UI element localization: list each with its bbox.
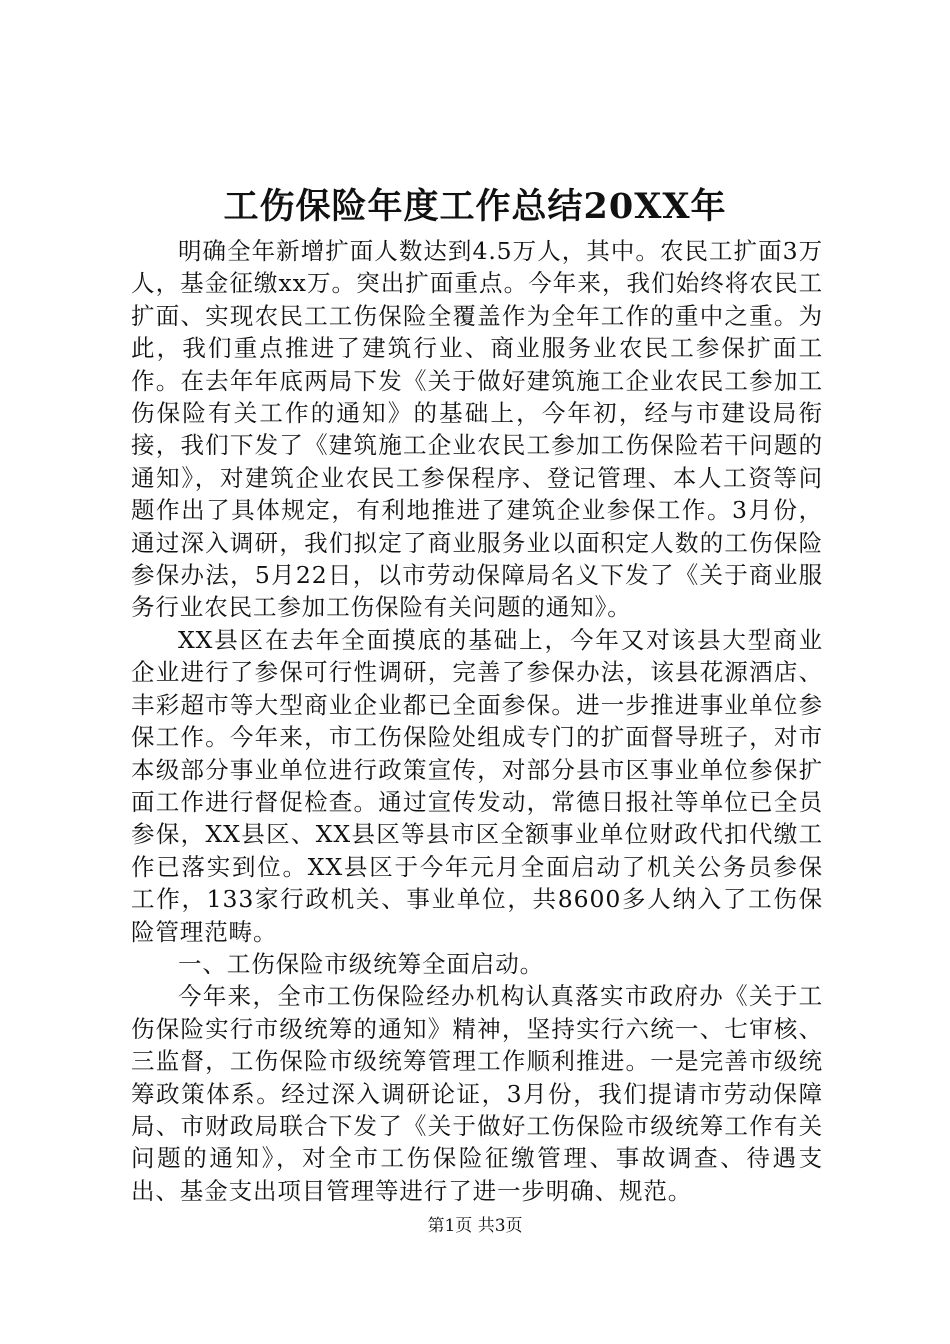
page-footer: 第1页 共3页 xyxy=(427,1216,523,1236)
paragraph-1: 明确全年新增扩面人数达到4.5万人，其中。农民工扩面3万人，基金征缴xx万。突出扩面重点。今年来，我们始终将农民工扩面、实现农民工工伤保险全覆盖作为全年工作的重中之重。为此，我们重点推进了建筑行业、商业服务业农民工参保扩面工作。在去年年底两局下发《关于做好建筑施工企业农民工参加工伤保险有关工作的通知》的基础上，今年初，经与市建设局衔接，我们下发了《建筑施工企业农民工参加工伤保险若干问题的通知》，对建筑企业农民工参保程序、登记管理、本人工资等问题作出了具体规定，有利地推进了建筑企业参保工作。3月份，通过深入调研，我们拟定了商业服务业以面积定人数的工伤保险参保办法，5月22日，以市劳动保障局名义下发了《关于商业服务行业农民工参加工伤保险有关问题的通知》。 xyxy=(131,237,823,622)
paragraph-3: 今年来，全市工伤保险经办机构认真落实市政府办《关于工伤保险实行市级统筹的通知》精神，坚持实行六统一、七审核、三监督，工伤保险市级统筹管理工作顺利推进。一是完善市级统筹政策体系。经过深入调研论证，3月份，我们提请市劳动保障局、市财政局联合下发了《关于做好工伤保险市级统筹工作有关问题的通知》，对全市工伤保险征缴管理、事故调查、待遇支出、基金支出项目管理等进行了进一步明确、规范。 xyxy=(131,982,823,1205)
document-title: 工伤保险年度工作总结20XX年 xyxy=(223,186,727,227)
paragraph-2: XX县区在去年全面摸底的基础上，今年又对该县大型商业企业进行了参保可行性调研，完善了参保办法，该县花源酒店、丰彩超市等大型商业企业都已全面参保。进一步推进事业单位参保工作。今年来，市工伤保险处组成专门的扩面督导班子，对市本级部分事业单位进行政策宣传，对部分县市区事业单位参保扩面工作进行督促检查。通过宣传发动，常德日报社等单位已全员参保，XX县区、XX县区等县市区全额事业单位财政代扣代缴工作已落实到位。XX县区于今年元月全面启动了机关公务员参保工作，133家行政机关、事业单位，共8600多人纳入了工伤保险管理范畴。 xyxy=(131,625,823,946)
section-heading-1: 一、工伤保险市级统筹全面启动。 xyxy=(178,949,544,978)
document-body xyxy=(131,235,823,1207)
